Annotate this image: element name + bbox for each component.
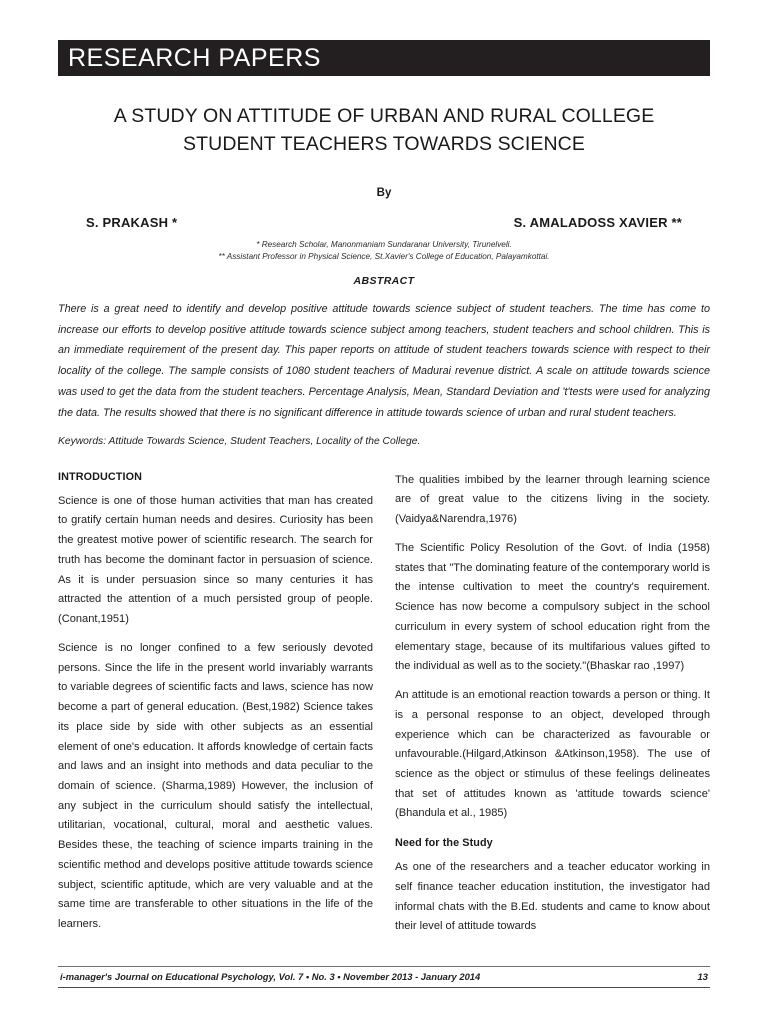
research-papers-banner [58, 40, 710, 76]
footer-row [58, 967, 710, 987]
page-number: 13 [697, 972, 708, 983]
affiliation-secondary: ** Assistant Professor in Physical Science, St.Xavier's College of Education, Palayamkottai. [218, 252, 550, 262]
page-title: A STUDY ON ATTITUDE OF URBAN AND RURAL COLLEGE STUDENT TEACHERS TOWARDS SCIENCE [113, 105, 655, 156]
author-name-primary: S. PRAKASH * [86, 214, 178, 230]
author-list [58, 215, 710, 230]
author-name-secondary: S. AMALADOSS XAVIER ** [513, 214, 682, 230]
abstract-text: There is a great need to identify and develop positive attitude towards science subject of student teachers. The time has come to increase our efforts to develop positive attitude towards science subject among teachers, student teachers and school children. This is an immediate requirement of the present day. This paper reports on attitude of student teachers towards science with respect to their locality of the college. The sample consists of 1080 student teachers of Madurai revenue district. A scale on attitude towards science was used to get the data from the student teachers. Percentage Analysis, Mean, Standard Deviation and 't'tests were used for analyzing the data. The results showed that there is no significant difference in attitude towards science of urban and rural student teachers. [58, 302, 710, 419]
keywords-line: Keywords: Attitude Towards Science, Student Teachers, Locality of the College. [58, 436, 421, 448]
paragraph: The Scientific Policy Resolution of the Govt. of India (1958) states that "The dominating feature of the contemporary world is the intense cultivation to meet the country's requirement. Science has now become a compulsory subject in the school curriculum in every system of school education right from the elementary stage, because of its multifarious values gifted to the individual as well as to the society."(Bhaskar rao ,1997) [395, 541, 710, 673]
section-heading-need-for-the-study: Need for the Study [395, 837, 493, 850]
body-columns [58, 471, 710, 937]
abstract-heading: ABSTRACT [353, 274, 415, 287]
banner-label: RESEARCH PAPERS [68, 43, 321, 72]
paragraph: The qualities imbibed by the learner through learning science are of great value to the citizens living in the society.(Vaidya&Narendra,1976) [395, 473, 710, 526]
page-footer [58, 966, 710, 988]
paragraph: Science is no longer confined to a few seriously devoted persons. Since the life in the present world invariably warrants to variable degrees of scientific facts and laws, science has now become a part of general education. (Best,1982) Science takes its place side by side with other subjects as an essential element of one's education. It affords knowledge of certain facts and laws and an insight into methods and data peculiar to the domain of science. (Sharma,1989) However, the inclusion of any subject in the curriculum should satisfy the intellectual, utilitarian, vocational, cultural, moral and aesthetic values. Besides these, the teaching of science imparts training in the scientific method and develops positive attitude towards science subject, scientific aptitude, which are very valuable and at the same time are transferable to other situations in the life of the learners. [58, 641, 373, 931]
paragraph: As one of the researchers and a teacher educator working in self finance teacher education institution, the investigator had informal chats with the B.Ed. students and came to know about their level of attitude towards [395, 861, 710, 933]
by-label: By [376, 186, 392, 199]
footer-rule-bottom [58, 987, 710, 988]
left-column [58, 471, 373, 937]
footer-journal-line: i-manager's Journal on Educational Psychology, Vol. 7 • No. 3 • November 2013 - January 2014 [60, 971, 481, 982]
affiliation-primary: * Research Scholar, Manonmaniam Sundaranar University, Tirunelveli. [256, 239, 512, 249]
right-column [395, 471, 710, 937]
affiliations [58, 239, 710, 264]
section-heading-introduction: INTRODUCTION [58, 470, 142, 483]
paragraph: An attitude is an emotional reaction towards a person or thing. It is a personal response to an object, developed through experience which can be characterized as favourable or unfavourable.(Hilgard,Atkinson &Atkinson,1958). The use of science as the object or stimulus of these feelings delineates that set of attitudes known as 'attitude towards science' (Bhandula et al., 1985) [395, 689, 710, 820]
paragraph: Science is one of those human activities that man has created to gratify certain human needs and desires. Curiosity has been the greatest motive power of scientific research. The search for truth has become the dominant factor in persuasion of science. As it is under persuasion since so many centuries it has attracted the attention of a much persisted group of people. (Conant,1951) [58, 494, 373, 626]
